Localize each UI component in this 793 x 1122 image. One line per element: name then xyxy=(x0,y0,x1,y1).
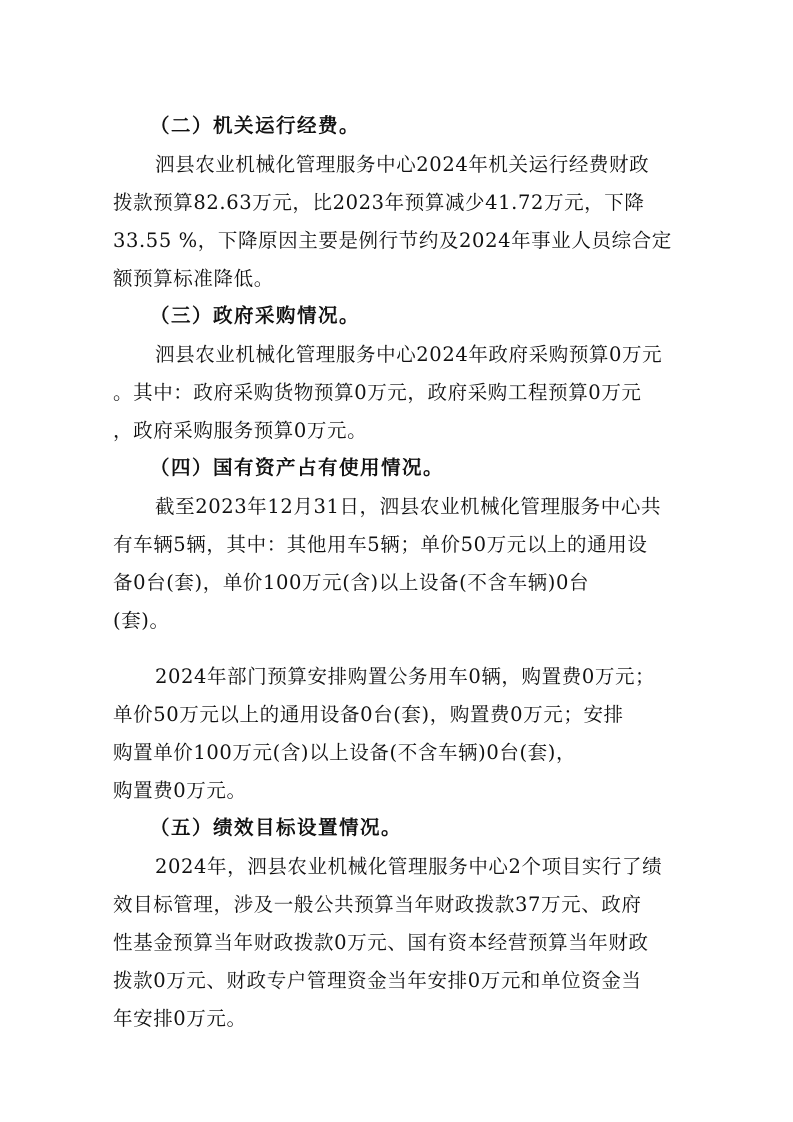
paragraph-line: 拨款预算82.63万元，比2023年预算减少41.72万元，下降 xyxy=(113,191,645,214)
paragraph-line: 泗县农业机械化管理服务中心2024年政府采购预算0万元 xyxy=(155,343,663,366)
paragraph-line: 2024年部门预算安排购置公务用车0辆，购置费0万元； xyxy=(155,665,656,688)
paragraph-line: 。其中：政府采购货物预算0万元，政府采购工程预算0万元 xyxy=(113,381,642,404)
paragraph-line: 购置单价100万元(含)以上设备(不含车辆)0台(套)， xyxy=(113,741,577,764)
section-heading-performance-targets: （五）绩效目标设置情况。 xyxy=(150,816,403,839)
section-heading-operating-expenses: （二）机关运行经费。 xyxy=(150,114,361,137)
paragraph-line: (套)。 xyxy=(113,609,170,632)
paragraph-line: 有车辆5辆，其中：其他用车5辆；单价50万元以上的通用设 xyxy=(113,533,648,556)
paragraph-line: 性基金预算当年财政拨款0万元、国有资本经营预算当年财政 xyxy=(113,931,649,954)
paragraph-line: 效目标管理，涉及一般公共预算当年财政拨款37万元、政府 xyxy=(113,893,642,916)
paragraph-line: 2024年，泗县农业机械化管理服务中心2个项目实行了绩 xyxy=(155,855,663,878)
paragraph-line: 购置费0万元。 xyxy=(113,779,247,802)
paragraph-line: 年安排0万元。 xyxy=(113,1007,247,1030)
paragraph-line: 拨款0万元、财政专户管理资金当年安排0万元和单位资金当 xyxy=(113,969,642,992)
paragraph-line: 额预算标准降低。 xyxy=(113,267,274,290)
paragraph-line: 泗县农业机械化管理服务中心2024年机关运行经费财政 xyxy=(155,153,650,176)
paragraph-line: 33.55 %，下降原因主要是例行节约及2024年事业人员综合定 xyxy=(113,229,672,252)
paragraph-line: 备0台(套)，单价100万元(含)以上设备(不含车辆)0台 xyxy=(113,571,590,594)
section-heading-procurement: （三）政府采购情况。 xyxy=(150,304,361,327)
paragraph-line: ，政府采购服务预算0万元。 xyxy=(113,419,368,442)
section-heading-state-assets: （四）国有资产占有使用情况。 xyxy=(150,456,445,479)
paragraph-line: 单价50万元以上的通用设备0台(套)，购置费0万元；安排 xyxy=(113,703,624,726)
paragraph-line: 截至2023年12月31日，泗县农业机械化管理服务中心共 xyxy=(155,495,662,518)
